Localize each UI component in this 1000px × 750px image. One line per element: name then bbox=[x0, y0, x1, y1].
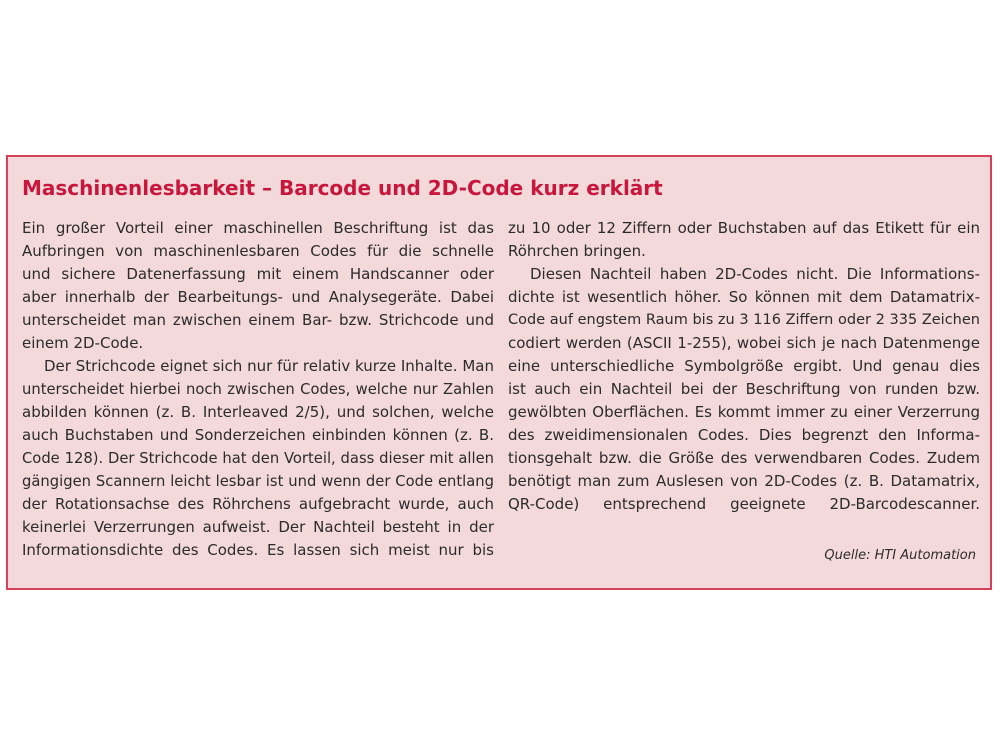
text-line: gewölbten Oberflächen. Es kommt immer zu einer Verzerrung bbox=[508, 403, 980, 421]
text-line: Röhrchen bringen. bbox=[508, 242, 646, 260]
text-line: Aufbringen von maschinenlesbaren Codes für die schnelle bbox=[22, 242, 494, 260]
text-line: benötigt man zum Auslesen von 2D-Codes (z. B. Datamatrix, bbox=[508, 472, 980, 490]
text-line: tionsgehalt bzw. die Größe des verwendbaren Codes. Zudem bbox=[508, 449, 980, 467]
text-line: Der Strichcode eignet sich nur für relativ kurze Inhalte. Man bbox=[44, 357, 494, 375]
text-line: eine unterschiedliche Symbolgröße ergibt. Und genau dies bbox=[508, 357, 980, 375]
source-credit: Quelle: HTI Automation bbox=[824, 548, 976, 563]
text-line: Code auf engstem Raum bis zu 3 116 Ziffern oder 2 335 Zeichen bbox=[508, 312, 980, 328]
text-line: abbilden können (z. B. Interleaved 2/5), und solchen, welche bbox=[22, 403, 494, 421]
text-line: Code 128). Der Strichcode hat den Vorteil, dass dieser mit allen bbox=[22, 450, 494, 467]
text-line: Diesen Nachteil haben 2D-Codes nicht. Die Informations- bbox=[530, 265, 980, 283]
text-line: aber innerhalb der Bearbeitungs- und Analysegeräte. Dabei bbox=[22, 288, 494, 306]
text-line: Informationsdichte des Codes. Es lassen sich meist nur bis bbox=[22, 541, 494, 559]
text-line: des zweidimensionalen Codes. Dies begrenzt den Informa- bbox=[508, 426, 980, 444]
text-line: Ein großer Vorteil einer maschinellen Beschriftung ist das bbox=[22, 219, 494, 237]
info-box bbox=[6, 155, 992, 590]
text-line: der Rotationsachse des Röhrchens aufgebracht wurde, auch bbox=[22, 495, 494, 513]
text-line: dichte ist wesentlich höher. So können mit dem Datamatrix- bbox=[508, 288, 980, 306]
text-line: QR-Code) entsprechend geeignete 2D-Barcodescanner. bbox=[508, 495, 980, 513]
text-line: keinerlei Verzerrungen aufweist. Der Nachteil besteht in der bbox=[22, 518, 494, 536]
box-title: Maschinenlesbarkeit – Barcode und 2D-Code kurz erklärt bbox=[22, 176, 663, 200]
text-columns bbox=[22, 217, 980, 562]
text-line: zu 10 oder 12 Ziffern oder Buchstaben auf das Etikett für ein bbox=[508, 219, 980, 237]
text-line: und sichere Datenerfassung mit einem Handscanner oder bbox=[22, 265, 494, 283]
text-line: unterscheidet hierbei noch zwischen Codes, welche nur Zahlen bbox=[22, 381, 494, 398]
text-line: codiert werden (ASCII 1-255), wobei sich je nach Datenmenge bbox=[508, 334, 980, 352]
text-line: auch Buchstaben und Sonderzeichen einbinden können (z. B. bbox=[22, 426, 494, 444]
text-line: einem 2D-Code. bbox=[22, 334, 144, 352]
column-left bbox=[22, 217, 494, 562]
text-line: ist auch ein Nachteil bei der Beschriftung von runden bzw. bbox=[508, 380, 980, 398]
text-line: unterscheidet man zwischen einem Bar- bzw. Strichcode und bbox=[22, 311, 494, 329]
column-right bbox=[508, 217, 980, 562]
text-line: gängigen Scannern leicht lesbar ist und wenn der Code entlang bbox=[22, 473, 494, 490]
